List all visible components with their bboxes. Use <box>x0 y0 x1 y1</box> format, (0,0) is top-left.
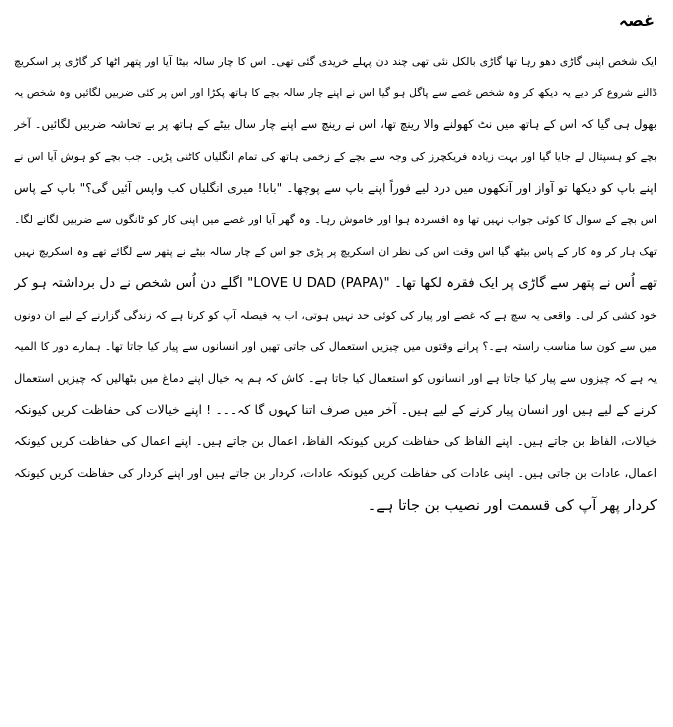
text-line: یہ ہے کہ چیزوں سے پیار کیا جاتا ہے اور انسانوں کو استعمال کیا جاتا ہے۔ کاش کہ ہم یہ خیال اپنے دماغ میں بٹھالیں کہ چیزیں استعمال <box>14 370 657 385</box>
document-title: غصہ <box>618 11 655 30</box>
text-line-last: کردار پھر آپ کی قسمت اور نصیب بن جاتا ہے۔ <box>367 496 657 514</box>
text-line: بچے کو ہسپتال لے جایا گیا اور بہت زیادہ فریکچرز کی وجہ سے بچے کے زخمی ہاتھ کی تمام انگلیاں کاٹنی پڑیں۔ جب بچے کو ہوش آیا اس نے <box>14 150 657 164</box>
text-line: اپنے باپ کو دیکھا تو آواز اور آنکھوں میں درد لیے فوراً اپنے باپ سے پوچھا۔ "بابا! میری انگلیاں کب واپس آئیں گی؟" باپ کے پاس <box>14 180 657 195</box>
text-line: ڈالنے شروع کر دیے یہ دیکھ کر وہ شخص غصے سے پاگل ہو گیا اس نے اپنے چار سالہ بچے کا ہاتھ پکڑا اور اس پر کئی ضربیں لگائیں وہ شخص یہ <box>14 86 657 99</box>
text-line: اس بچے کے سوال کا کوئی جواب نہیں تھا وہ افسردہ ہوا اور خاموش رہا۔ وہ گھر آیا اور غصے میں اپنی کار کو ٹانگوں سے ضربیں لگانے لگا۔ <box>14 213 657 227</box>
text-line: میں سے کون سا مناسب راستہ ہے۔؟ پرانے وقتوں میں چیزیں استعمال کی جاتی تھیں اور انسانوں سے پیار کیا جاتا تھا۔ ہمارے دور کا المیہ <box>14 340 657 354</box>
text-line: اعمال، عادات بن جاتی ہیں۔ اپنی عادات کی حفاظت کریں کیونکہ عادات، کردار بن جاتے ہیں اور اپنے کردار کی حفاظت کریں کیونکہ <box>14 465 657 480</box>
document-body <box>14 46 657 521</box>
text-line: تھک ہار کر وہ کار کے پاس بیٹھ گیا اس وقت اس کی نظر ان اسکریچ پر پڑی جو اس کے چار سالہ بیٹے نے پتھر سے لگائے تھے وہ اسکریچ نہیں <box>14 245 657 259</box>
text-line: ایک شخص اپنی گاڑی دھو رہا تھا گاڑی بالکل نئی تھی چند دن پہلے خریدی گئی تھی۔ اس کا چار سالہ بیٹا آیا اور پتھر اٹھا کر گاڑی پر اسکریچ <box>14 55 657 68</box>
text-line: خیالات، الفاظ بن جاتے ہیں۔ اپنے الفاظ کی حفاظت کریں کیونکہ الفاظ، اعمال بن جاتے ہیں۔ اپنے اعمال کی حفاظت کریں کیونکہ <box>14 434 657 449</box>
text-line: تھے اُس نے پتھر سے گاڑی پر ایک فقرہ لکھا تھا۔ "LOVE U DAD (PAPA)" اگلے دن اُس شخص نے دل برداشتہ ہو کر <box>14 275 657 291</box>
text-line: خود کشی کر لی۔ واقعی یہ سچ ہے کہ غصے اور پیار کی کوئی حد نہیں ہوتی، اب یہ فیصلہ آپ کو کرنا ہے کہ زندگی گزارنے کے لیے ان دونوں <box>14 308 657 322</box>
text-line: بھول ہی گیا کہ اس کے ہاتھ میں نٹ کھولنے والا رینچ تھا، اس نے رینچ سے اپنے چار سال بیٹے کے ہاتھ پر بے تحاشہ ضربیں لگائیں۔ آخر <box>14 117 657 132</box>
text-line: کرنے کے لیے ہیں اور انسان پیار کرنے کے لیے ہیں۔ آخر میں صرف اتنا کہوں گا کہ۔۔۔ ! اپنے خیالات کی حفاظت کریں کیونکہ <box>14 402 657 417</box>
